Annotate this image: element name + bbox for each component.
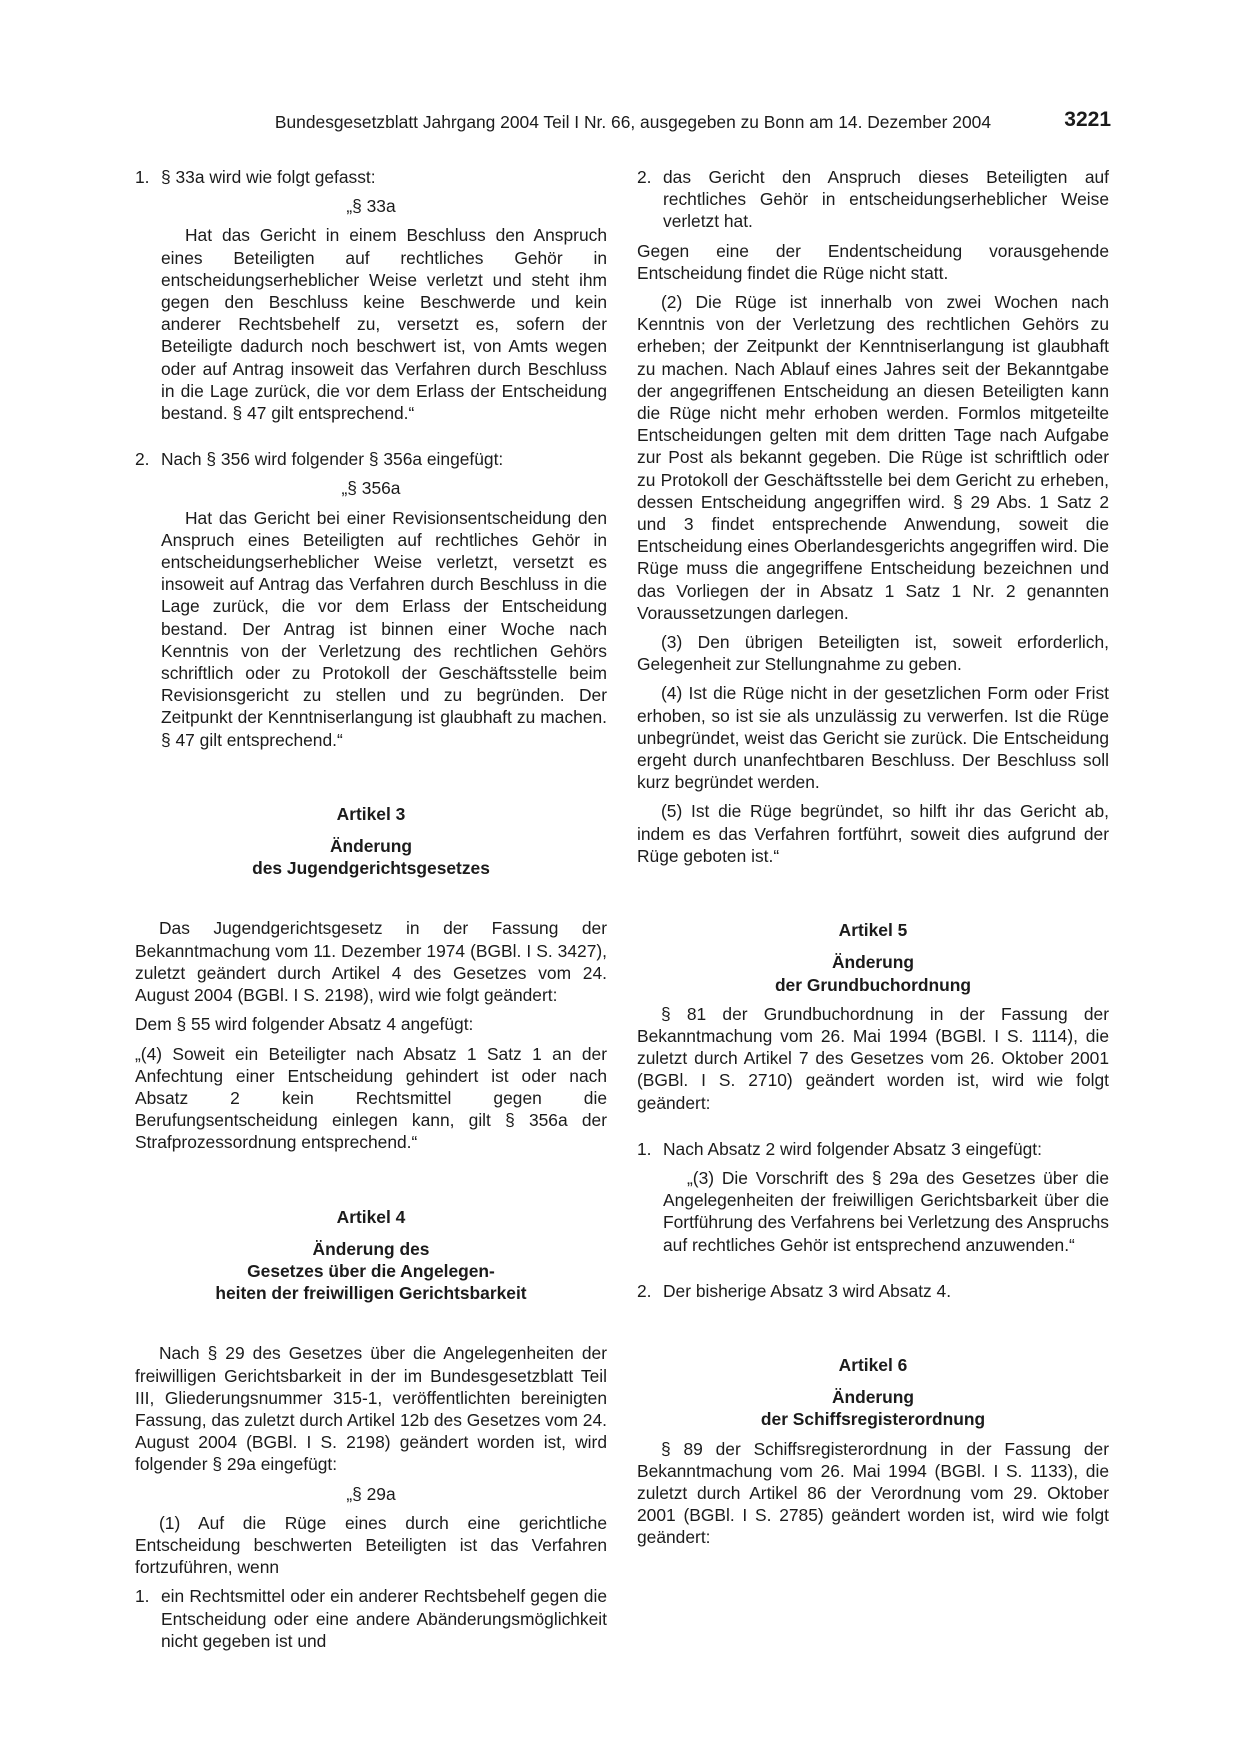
list-number: 2. — [135, 449, 150, 470]
section-title: „§ 33a — [346, 196, 396, 217]
article-label: Artikel 5 — [838, 920, 908, 941]
quote-block — [637, 1167, 1109, 1256]
paragraph: § 81 der Grundbuchordnung in der Fassung der Bekanntmachung vom 26. Mai 1994 (BGBl. I S. 1114), die zuletzt durch Artikel 7 des Gesetzes vom 26. Oktober 2001 (BGBl. I S. 2710) geändert worden ist, wird wie folgt geändert: — [637, 1003, 1109, 1113]
list-text: das Gericht den Anspruch dieses Beteiligten auf rechtliches Gehör in entscheidungserheblicher Weise verletzt hat. — [663, 167, 1109, 232]
article-title: des Jugendgerichtsgesetzes — [252, 858, 490, 879]
list-text: § 33a wird wie folgt gefasst: — [161, 167, 376, 187]
paragraph: Dem § 55 wird folgender Absatz 4 angefügt: — [135, 1014, 474, 1035]
paragraph: (5) Ist die Rüge begründet, so hilft ihr das Gericht ab, indem es das Verfahren fortführt, soweit dies aufgrund der Rüge geboten ist.“ — [637, 801, 1109, 866]
left-column — [135, 166, 607, 1652]
list-text: ein Rechtsmittel oder ein anderer Rechtsbehelf gegen die Entscheidung oder eine andere Abänderungsmöglichkeit nicht gegeben ist und — [161, 1586, 607, 1651]
article-title: Änderung des — [312, 1238, 430, 1259]
page-number: 3221 — [1064, 108, 1111, 131]
section-title: „§ 356a — [341, 478, 401, 499]
list-item — [135, 166, 607, 188]
quote-paragraph: „(3) Die Vorschrift des § 29a des Gesetzes über die Angelegenheiten der freiwilligen Gerichtsbarkeit über die Fortführung des Verfahrens bei Verletzung des Anspruchs auf rechtliches Gehör ist entsprechend anzuwenden.“ — [663, 1167, 1109, 1255]
article-title: Gesetzes über die Angelegen- — [247, 1260, 495, 1281]
quote-block — [135, 224, 607, 424]
article-title: Änderung — [329, 836, 413, 857]
list-text: Nach § 356 wird folgender § 356a eingefügt: — [161, 449, 504, 470]
article-title: Änderung — [831, 952, 915, 973]
section-title: „§ 29a — [346, 1483, 396, 1504]
article-title: der Schiffsregisterordnung — [760, 1409, 986, 1430]
article-label: Artikel 3 — [336, 803, 406, 824]
list-item — [637, 1280, 1109, 1302]
paragraph: (1) Auf die Rüge eines durch eine gerichtliche Entscheidung beschwerten Beteiligten ist das Verfahren fortzuführen, wenn — [135, 1512, 607, 1578]
paragraph: Hat das Gericht bei einer Revisionsentscheidung den Anspruch eines Beteiligten auf rechtliches Gehör in entscheidungserheblicher Weise verletzt, versetzt es insoweit auf Antrag das Verfahren durch Beschluss in die Lage zurück, die vor dem Erlass der Entscheidung bestand. Der Antrag ist binnen einer Woche nach Kenntnis von der Verletzung des rechtlichen Gehörs schriftlich oder zu Protokoll der Geschäftsstelle beim Revisionsgericht zu stellen und zu begründen. Der Zeitpunkt der Kenntniserlangung ist glaubhaft zu machen. § 47 gilt entsprechend.“ — [161, 507, 607, 750]
list-number: 1. — [135, 167, 150, 187]
list-number: 1. — [135, 1586, 150, 1607]
list-item — [637, 1138, 1109, 1160]
paragraph: Gegen eine der Endentscheidung vorausgehende Entscheidung findet die Rüge nicht statt. — [637, 240, 1109, 283]
article-title: heiten der freiwilligen Gerichtsbarkeit — [215, 1283, 527, 1304]
article-label: Artikel 4 — [336, 1206, 406, 1227]
list-text: Nach Absatz 2 wird folgender Absatz 3 eingefügt: — [663, 1138, 1042, 1159]
article-title: Änderung — [831, 1387, 915, 1408]
paragraph: Nach § 29 des Gesetzes über die Angelegenheiten der freiwilligen Gerichtsbarkeit in der im Bundesgesetzblatt Teil III, Gliederungsnummer 315-1, veröffentlichten bereinigten Fassung, das zuletzt durch Artikel 12b des Gesetzes vom 24. August 2004 (BGBl. I S. 2198) geändert worden ist, wird folgender § 29a eingefügt: — [135, 1343, 607, 1475]
paragraph: (3) Den übrigen Beteiligten ist, soweit erforderlich, Gelegenheit zur Stellungnahme zu geben. — [637, 632, 1109, 675]
list-number: 2. — [637, 1280, 652, 1301]
paragraph: Hat das Gericht in einem Beschluss den Anspruch eines Beteiligten auf rechtliches Gehör in entscheidungserheblicher Weise verletzt und steht ihm gegen den Beschluss keine Beschwerde und kein anderer Rechtsbehelf zu, versetzt es, sofern der Beteiligte dadurch noch beschwert ist, von Amts wegen oder auf Antrag insoweit das Verfahren durch Beschluss in die Lage zurück, die vor dem Erlass der Entscheidung bestand. § 47 gilt entsprechend.“ — [161, 225, 607, 424]
list-item — [637, 166, 1109, 233]
list-item — [135, 448, 607, 470]
list-item — [135, 1585, 607, 1652]
quote-paragraph: „(4) Soweit ein Beteiligter nach Absatz 1 Satz 1 an der Anfechtung einer Entscheidung gehindert ist oder nach Absatz 2 kein Rechtsmittel gegen die Berufungsentscheidung einlegen kann, gilt § 356a der Strafprozessordnung entsprechend.“ — [135, 1043, 607, 1153]
article-label: Artikel 6 — [838, 1354, 908, 1375]
page-header — [0, 108, 1244, 138]
article-title: der Grundbuchordnung — [774, 974, 972, 995]
paragraph: (4) Ist die Rüge nicht in der gesetzlichen Form oder Frist erhoben, so ist sie als unzulässig zu verwerfen. Ist die Rüge unbegründet, weist das Gericht sie zurück. Die Entscheidung ergeht durch unanfechtbaren Beschluss. Der Beschluss soll kurz begründet werden. — [637, 683, 1109, 793]
quote-block — [135, 507, 607, 751]
paragraph: § 89 der Schiffsregisterordnung in der Fassung der Bekanntmachung vom 26. Mai 1994 (BGBl. I S. 1133), die zuletzt durch Artikel 86 der Verordnung vom 29. Oktober 2001 (BGBl. I S. 2785) geändert worden ist, wird wie folgt geändert: — [637, 1438, 1109, 1548]
paragraph: Das Jugendgerichtsgesetz in der Fassung der Bekanntmachung vom 11. Dezember 1974 (BGBl. I S. 3427), zuletzt geändert durch Artikel 4 des Gesetzes vom 24. August 2004 (BGBl. I S. 2198), wird wie folgt geändert: — [135, 918, 607, 1006]
right-column — [637, 166, 1109, 1549]
list-text: Der bisherige Absatz 3 wird Absatz 4. — [663, 1280, 952, 1301]
list-number: 1. — [637, 1138, 652, 1159]
header-title: Bundesgesetzblatt Jahrgang 2004 Teil I Nr. 66, ausgegeben zu Bonn am 14. Dezember 2004 — [274, 112, 991, 132]
paragraph: (2) Die Rüge ist innerhalb von zwei Wochen nach Kenntnis von der Verletzung des rechtlichen Gehörs zu erheben; der Zeitpunkt der Kenntniserlangung ist glaubhaft zu machen. Nach Ablauf eines Jahres seit der Bekanntgabe der angegriffenen Entscheidung an diesen Beteiligten kann die Rüge nicht mehr erhoben werden. Formlos mitgeteilte Entscheidungen gelten mit dem dritten Tage nach Aufgabe zur Post als bekannt gegeben. Die Rüge ist schriftlich oder zu Protokoll der Geschäftsstelle bei dem Gericht zu erheben, dessen Entscheidung angegriffen wird. § 29 Abs. 1 Satz 2 und 3 findet entsprechende Anwendung, soweit die Entscheidung eines Oberlandesgerichts angegriffen wird. Die Rüge muss die angegriffene Entscheidung bezeichnen und das Vorliegen der in Absatz 1 Satz 1 Nr. 2 genannten Voraussetzungen darlegen. — [637, 292, 1109, 623]
list-number: 2. — [637, 167, 652, 187]
